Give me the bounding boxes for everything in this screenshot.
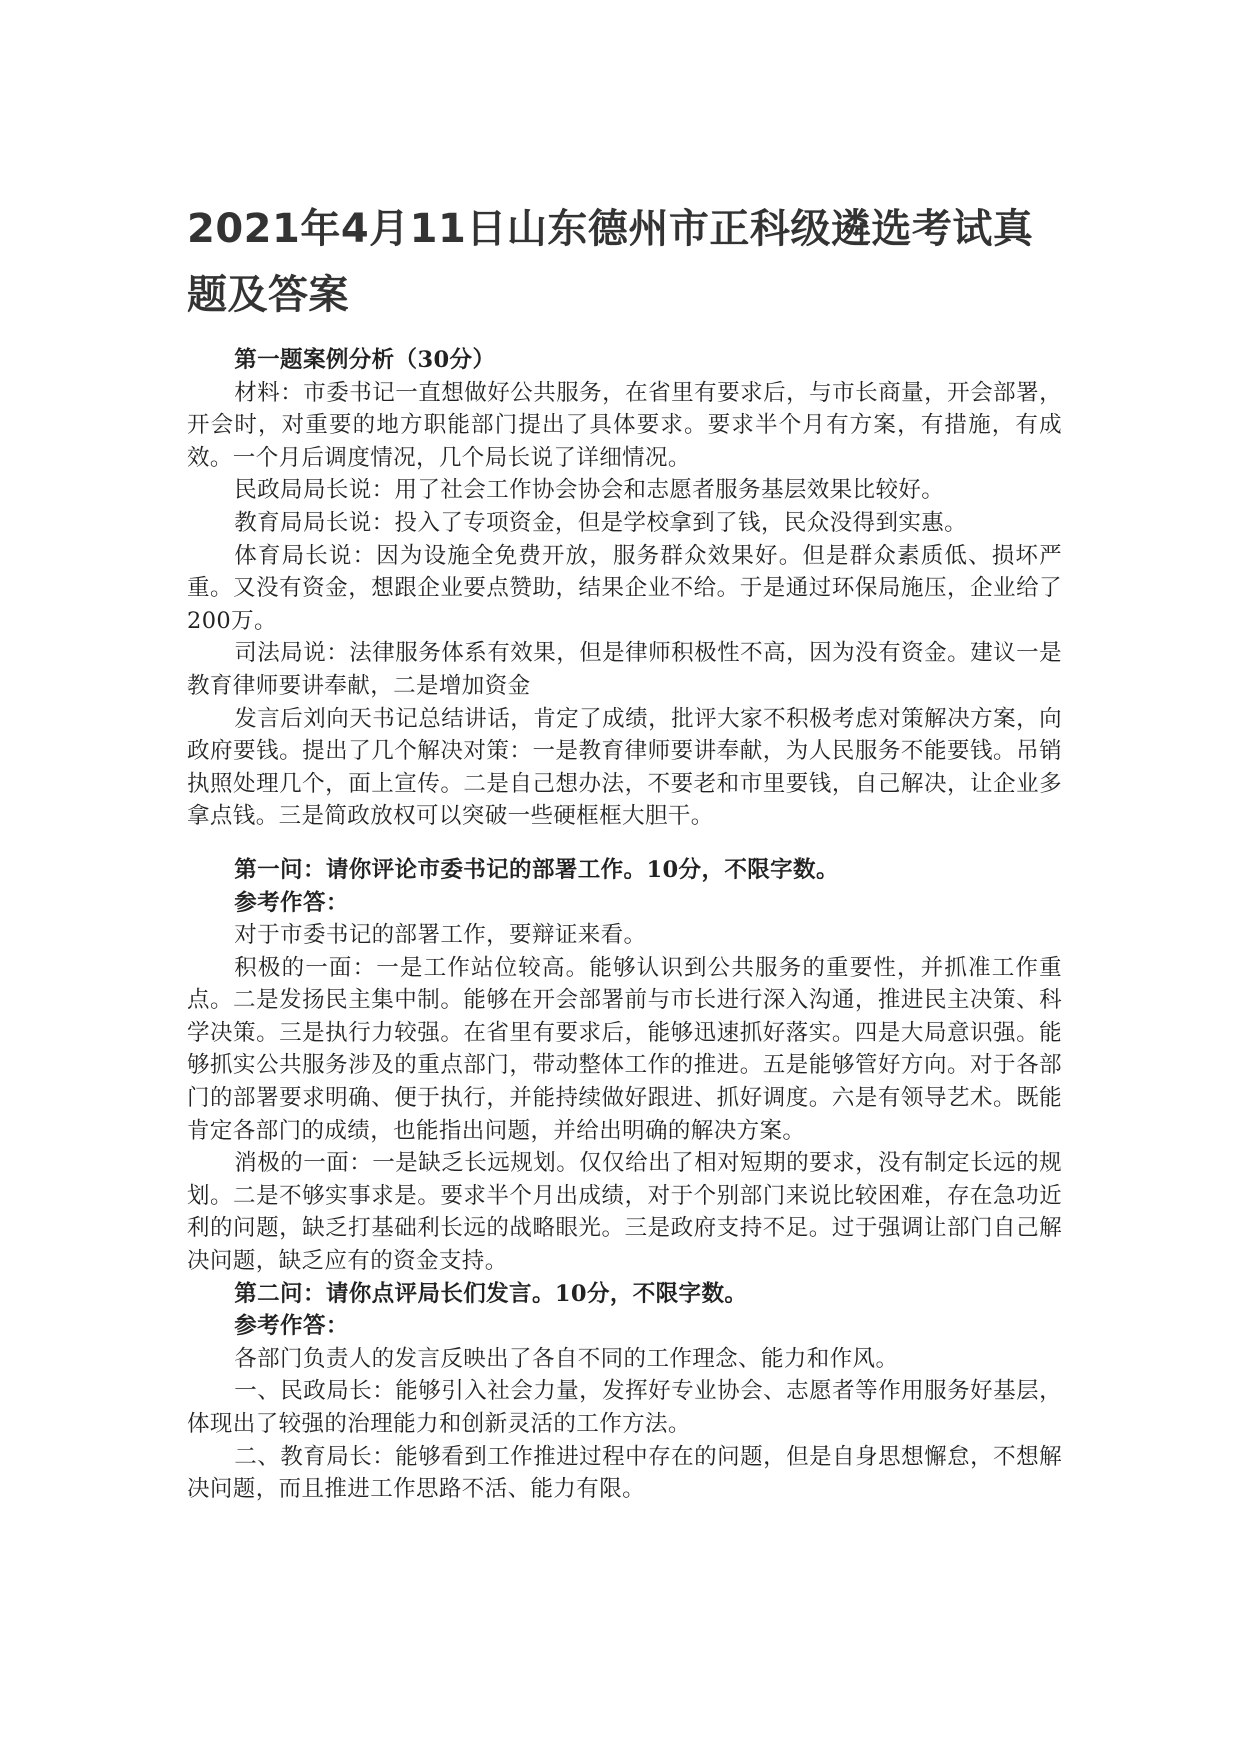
body-paragraph: 教育局局长说：投入了专项资金，但是学校拿到了钱，民众没得到实惠。	[234, 509, 968, 536]
body-paragraph: 对于市委书记的部署工作，要辩证来看。	[234, 922, 647, 949]
body-paragraph: 积极的一面：一是工作站位较高。能够认识到公共服务的重要性，并抓准工作重点。二是发扬民主集中制。能够在开会部署前与市长进行深入沟通，推进民主决策、科学决策。三是执行力较强。在省里有要求后，能够迅速抓好落实。四是大局意识强。能够抓实公共服务涉及的重点部门，带动整体工作的推进。五是能够管好方向。对于各部门的部署要求明确、便于执行，并能持续做好跟进、抓好调度。六是有领导艺术。既能肯定各部门的成绩，也能指出问题，并给出明确的解决方案。	[187, 954, 1062, 1144]
section-heading: 第一题案例分析（30分）	[234, 347, 496, 373]
body-paragraph: 二、教育局长：能够看到工作推进过程中存在的问题，但是自身思想懈怠，不想解决问题，而且推进工作思路不活、能力有限。	[187, 1443, 1062, 1503]
body-paragraph: 消极的一面：一是缺乏长远规划。仅仅给出了相对短期的要求，没有制定长远的规划。二是不够实事求是。要求半个月出成绩，对于个别部门来说比较困难，存在急功近利的问题，缺乏打基础利长远的战略眼光。三是政府支持不足。过于强调让部门自己解决问题，缺乏应有的资金支持。	[187, 1150, 1062, 1275]
body-paragraph: 司法局说：法律服务体系有效果，但是律师积极性不高，因为没有资金。建议一是教育律师要讲奉献，二是增加资金	[187, 640, 1062, 699]
body-paragraph: 材料：市委书记一直想做好公共服务，在省里有要求后，与市长商量，开会部署，开会时，对重要的地方职能部门提出了具体要求。要求半个月有方案，有措施，有成效。一个月后调度情况，几个局长说了详细情况。	[187, 379, 1062, 471]
document-body	[187, 344, 1062, 1506]
section-heading: 第二问：请你点评局长们发言。10分，不限字数。	[234, 1280, 748, 1307]
section-heading: 参考作答：	[234, 889, 349, 916]
section-heading: 第一问：请你评论市委书记的部署工作。10分，不限字数。	[234, 856, 839, 883]
document-title: 2021年4月11日山东德州市正科级遴选考试真题及答案	[187, 206, 1034, 318]
body-paragraph: 体育局长说：因为设施全免费开放，服务群众效果好。但是群众素质低、损坏严重。又没有资金，想跟企业要点赞助，结果企业不给。于是通过环保局施压，企业给了200万。	[187, 542, 1062, 634]
body-paragraph: 各部门负责人的发言反映出了各自不同的工作理念、能力和作风。	[234, 1345, 899, 1372]
body-paragraph: 民政局局长说：用了社会工作协会协会和志愿者服务基层效果比较好。	[234, 477, 945, 504]
body-paragraph: 一、民政局长：能够引入社会力量，发挥好专业协会、志愿者等作用服务好基层，体现出了较强的治理能力和创新灵活的工作方法。	[187, 1378, 1062, 1437]
body-paragraph: 发言后刘向天书记总结讲话，肯定了成绩，批评大家不积极考虑对策解决方案，向政府要钱。提出了几个解决对策：一是教育律师要讲奉献，为人民服务不能要钱。吊销执照处理几个，面上宣传。二是自己想办法，不要老和市里要钱，自己解决，让企业多拿点钱。三是简政放权可以突破一些硬框框大胆干。	[187, 705, 1062, 830]
section-heading: 参考作答：	[234, 1313, 349, 1340]
